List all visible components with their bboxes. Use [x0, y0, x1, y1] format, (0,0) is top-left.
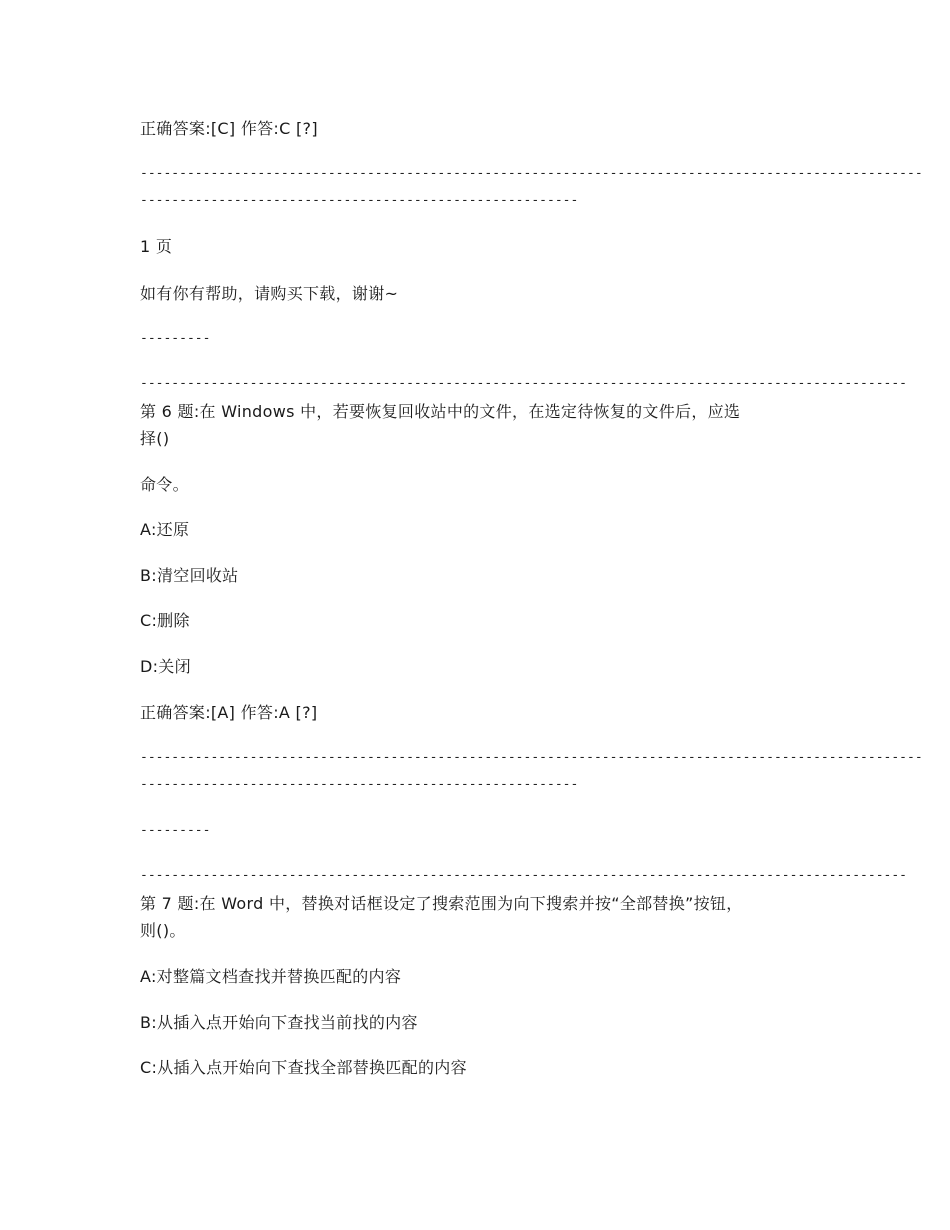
option-a: A:对整篇文档查找并替换匹配的内容 — [140, 967, 402, 986]
dashed-separator: -------------------------------------------------------- — [140, 193, 579, 208]
answer-line-q5: 正确答案:[C] 作答:C [?] — [140, 119, 318, 138]
dashed-separator: -------------------------------------------------------- — [140, 777, 579, 792]
question-title-cont: 则()。 — [140, 921, 186, 940]
question-title-cont: 择() — [140, 429, 170, 448]
option-a: A:还原 — [140, 520, 190, 539]
question-title-cont: 命令。 — [140, 475, 189, 494]
page-marker: 1 页 — [140, 237, 173, 256]
answer-line: 正确答案:[A] 作答:A [?] — [140, 703, 318, 722]
question-title: 第 7 题:在 Word 中，替换对话框设定了搜索范围为向下搜索并按“全部替换”按钮， — [140, 894, 743, 913]
dashed-separator-short: --------- — [140, 331, 211, 346]
dashed-separator: ---------------------------------------------------------------------------------------------------- — [140, 750, 923, 765]
promo-text: 如有你有帮助，请购买下载，谢谢~ — [140, 284, 399, 303]
dashed-separator-short: --------- — [140, 823, 211, 838]
option-c: C:删除 — [140, 611, 190, 630]
dashed-separator: ---------------------------------------------------------------------------------------------------- — [140, 166, 923, 181]
option-c: C:从插入点开始向下查找全部替换匹配的内容 — [140, 1058, 467, 1077]
option-b: B:从插入点开始向下查找当前找的内容 — [140, 1013, 418, 1032]
option-b: B:清空回收站 — [140, 566, 239, 585]
dashed-separator: -------------------------------------------------------------------------------------------------- — [140, 376, 908, 391]
dashed-separator: -------------------------------------------------------------------------------------------------- — [140, 868, 908, 883]
option-d: D:关闭 — [140, 657, 191, 676]
question-title: 第 6 题:在 Windows 中，若要恢复回收站中的文件，在选定待恢复的文件后，应选 — [140, 402, 741, 421]
